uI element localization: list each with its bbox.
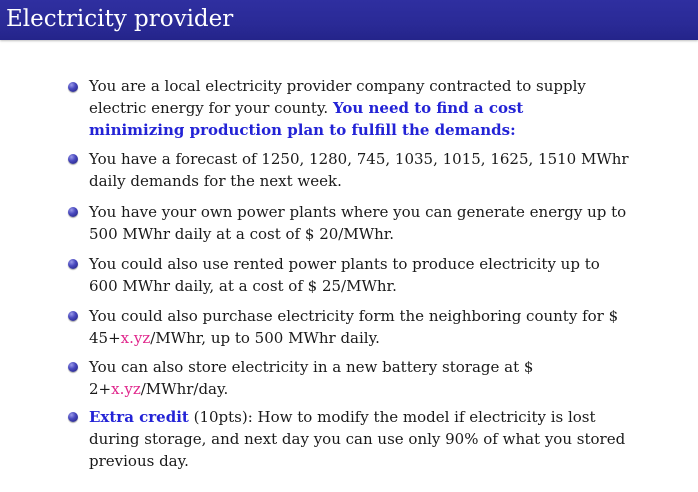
emphasis-text: Extra credit [89,408,189,426]
bullet-line: You could also use rented power plants to produce electricity up to [89,255,600,273]
bullet-line [89,406,674,428]
bullet-line [89,378,674,400]
bullet-text [89,305,674,349]
bullet-text-segment: electric energy for your county. [89,99,333,117]
bullet-text [89,75,674,141]
bullet-text-segment: 2+ [89,380,112,398]
ball-bullet-icon [68,412,78,422]
bullet-text [89,253,674,297]
bullet-line: 500 MWhr daily at a cost of $ 20/MWhr. [89,225,395,243]
bullet-text [89,356,674,400]
bullet-text-segment: /MWhr, up to 500 MWhr daily. [150,329,380,347]
ball-bullet-icon [68,259,78,269]
bullet-line: You have your own power plants where you can generate energy up to [89,203,627,221]
bullet-text [89,406,674,472]
bullet-text [89,148,674,192]
ball-bullet-icon [68,154,78,164]
bullet-line: during storage, and next day you can use only 90% of what you stored [89,430,626,448]
bullet-line: 600 MWhr daily, at a cost of $ 25/MWhr. [89,277,397,295]
ball-bullet-icon [68,82,78,92]
bullet-line [89,97,674,119]
bullet-text-segment: /MWhr/day. [140,380,229,398]
bullet-line: You have a forecast of 1250, 1280, 745, 1035, 1015, 1625, 1510 MWhr [89,150,629,168]
bullet-line: previous day. [89,452,189,470]
bullet-line: You can also store electricity in a new battery storage at $ [89,358,534,376]
bullet-line: daily demands for the next week. [89,172,342,190]
variable-text: x.yz [111,380,141,398]
bullet-text-segment: (10pts): How to modify the model if electricity is lost [188,408,596,426]
emphasis-text: You need to find a cost [332,99,524,117]
bullet-line: You are a local electricity provider company contracted to supply [89,77,586,95]
ball-bullet-icon [68,207,78,217]
bullet-text [89,201,674,245]
ball-bullet-icon [68,311,78,321]
title-bar [0,0,698,40]
bullet-line [89,327,674,349]
variable-text: x.yz [120,329,151,347]
bullet-line: You could also purchase electricity form the neighboring county for $ [89,307,619,325]
slide-title: Electricity provider [6,6,234,32]
emphasis-text: minimizing production plan to fulfill the demands: [89,121,516,139]
ball-bullet-icon [68,362,78,372]
bullet-text-segment: 45+ [89,329,121,347]
